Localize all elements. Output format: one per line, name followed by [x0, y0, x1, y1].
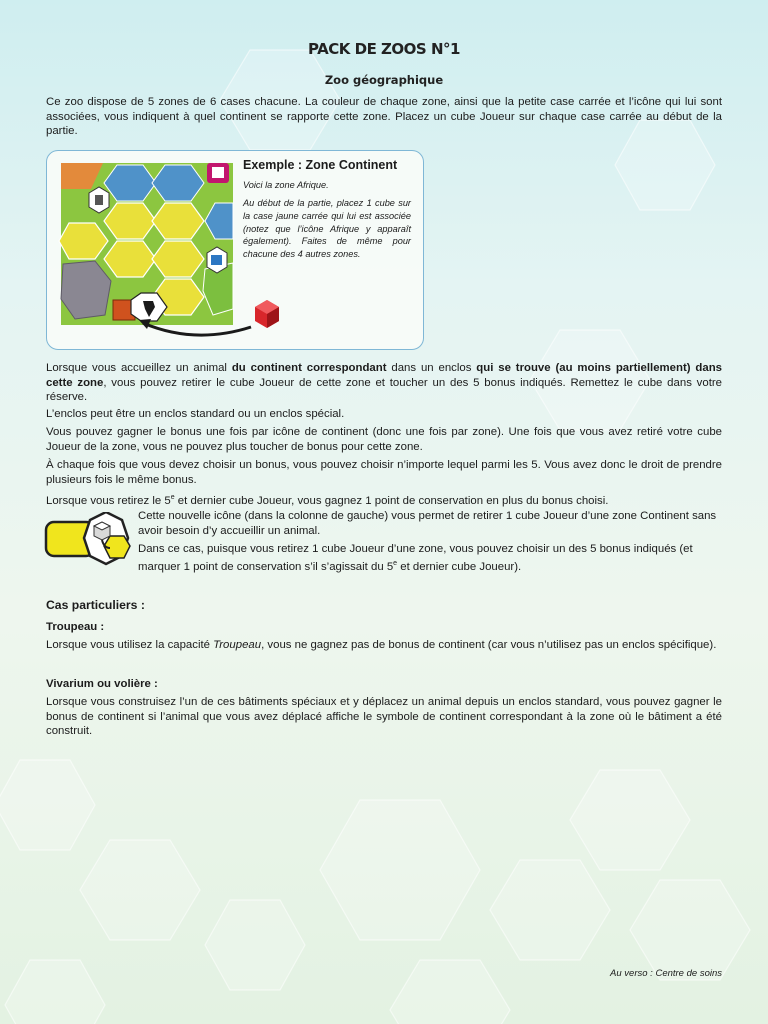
remove-cube-icon [44, 512, 132, 568]
rule-paragraph-5 [46, 491, 722, 508]
rule5-text-b: et dernier cube Joueur, vous gagnez 1 point de conservation en plus du bonus choisi. [174, 494, 609, 507]
rule-paragraph-4: À chaque fois que vous devez choisir un bonus, vous pouvez choisir n’importe lequel parmi les 5. Vous avez donc le droit de prendre plusieurs fois le même bonus. [46, 459, 722, 486]
rule1-text-c: , vous pouvez retirer le cube Joueur de cette zone et toucher un des 5 bonus indiqués. Remettez le cube dans votre réserve. [46, 376, 723, 404]
example-title: Exemple : Zone Continent [243, 158, 398, 172]
rule1-text-b: dans un enclos [386, 362, 477, 374]
rule-paragraph-1 [46, 361, 722, 405]
icon2-text-a: Dans ce cas, puisque vous retirez 1 cube Joueur d’une zone, vous pouvez choisir un des 5 bonus indiqués (et marquer 1 point de conservation s’il s’agissait du 5 [138, 543, 693, 573]
troupeau-text-a: Lorsque vous utilisez la capacité [46, 639, 214, 651]
intro-paragraph: Ce zoo dispose de 5 zones de 6 cases chacune. La couleur de chaque zone, ainsi que la petite case carrée et l’icône qui lui sont associées, vous indiquent à quel continent se rapporte cette zone. Placez un cube Joueur sur chaque case carrée au début de la partie. [46, 96, 722, 138]
page-footer: Au verso : Centre de soins [610, 968, 722, 979]
rule5-text-a: Lorsque vous retirez le 5 [46, 494, 171, 507]
icon-paragraph-2 [138, 542, 722, 574]
icon2-text-b: et dernier cube Joueur). [397, 560, 522, 573]
rule1-bold-b: qui se trouve (au moins partiellement) dans cette zone [46, 362, 722, 389]
troupeau-italic: Troupeau [213, 639, 262, 651]
page-title: PACK DE ZOOS N°1 [308, 40, 460, 58]
example-text-2: Au début de la partie, placez 1 cube sur la case jaune carrée qui lui est associée (notez que l’icône Afrique y apparaît également). Faites de même pour chacune des 4 autres zones. [243, 198, 411, 260]
rule1-text-a: Lorsque vous accueillez un animal [46, 362, 232, 374]
troupeau-text-b: , vous ne gagnez pas de bonus de continent (car vous n’utilisez pas un enclos spécifique). [261, 639, 717, 651]
rule-paragraph-2: L’enclos peut être un enclos standard ou un enclos spécial. [46, 408, 345, 420]
icon2-sup: e [393, 559, 398, 567]
vivarium-paragraph: Lorsque vous construisez l’un de ces bâtiments spéciaux et y déplacez un animal depuis un enclos standard, vous pouvez gagner le bonus de continent si l’animal que vous avez déplacé affiche le symbole de continent correspondant à la zone où le bâtiment a été construit. [46, 696, 722, 738]
example-text-1: Voici la zone Afrique. [243, 180, 329, 190]
rule1-bold-a: du continent correspondant [231, 362, 387, 374]
troupeau-heading: Troupeau : [46, 621, 105, 633]
example-box [46, 150, 424, 350]
special-cases-heading: Cas particuliers : [46, 598, 145, 612]
page-subtitle: Zoo géographique [324, 73, 444, 87]
rule-paragraph-3: Vous pouvez gagner le bonus une fois par icône de continent (donc une fois par zone). Une fois que vous avez retiré votre cube Joueur de la zone, vous ne pouvez plus toucher de bonus pour cette zone. [46, 426, 722, 453]
troupeau-paragraph [46, 638, 722, 653]
vivarium-heading: Vivarium ou volière : [46, 678, 158, 690]
rule5-sup: e [170, 494, 175, 501]
icon-paragraph-1: Cette nouvelle icône (dans la colonne de gauche) vous permet de retirer 1 cube Joueur d’une zone Continent sans avoir besoin d’y accueillir un animal. [138, 510, 717, 537]
